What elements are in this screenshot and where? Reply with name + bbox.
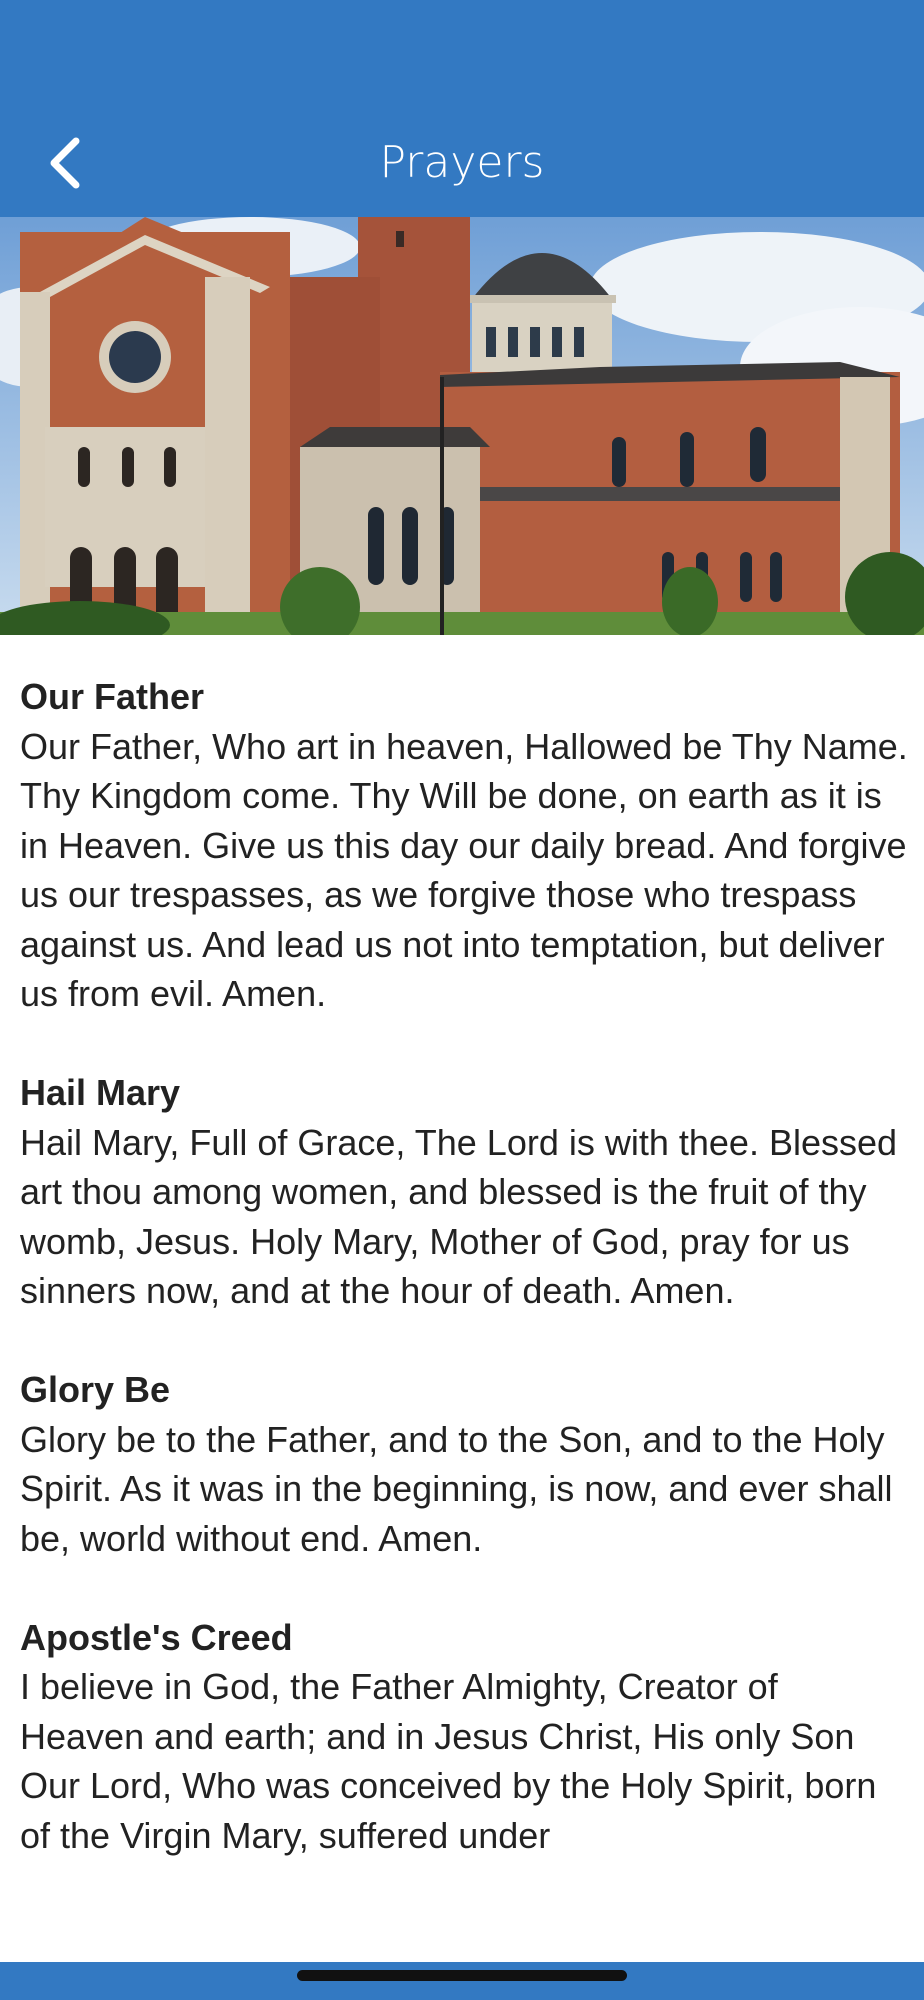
back-button[interactable] xyxy=(40,130,90,196)
prayer-title: Glory Be xyxy=(20,1369,171,1410)
prayer-title: Our Father xyxy=(20,676,205,717)
bottom-bar xyxy=(0,1962,924,2000)
prayer-text: Glory be to the Father, and to the Son, and to the Holy Spirit. As it was in the beginning, is now, and ever shall be, world without end. Amen. xyxy=(20,1418,893,1559)
home-indicator[interactable] xyxy=(297,1970,627,1981)
page-title: Prayers xyxy=(379,137,545,188)
prayer-text: Hail Mary, Full of Grace, The Lord is with thee. Blessed art thou among women, and blessed is the fruit of thy womb, Jesus. Holy Mary, Mother of God, pray for us sinners now, and at the hour of death. Amen. xyxy=(20,1121,898,1311)
prayer-title: Hail Mary xyxy=(20,1072,181,1113)
prayer-apostles-creed xyxy=(20,1613,910,1861)
prayer-glory-be xyxy=(20,1365,910,1563)
prayer-hail-mary xyxy=(20,1068,910,1316)
prayer-our-father xyxy=(20,672,910,1019)
prayer-title: Apostle's Creed xyxy=(20,1616,293,1658)
prayer-text: Our Father, Who art in heaven, Hallowed be Thy Name. Thy Kingdom come. Thy Will be done, on earth as it is in Heaven. Give us this day our daily bread. And forgive us our trespasses, as we forgive those who trespass against us. And lead us not into temptation, but deliver us from evil. Amen. xyxy=(20,725,908,1014)
hero-image xyxy=(0,217,924,635)
prayer-text: I believe in God, the Father Almighty, Creator of Heaven and earth; and in Jesus Christ, His only Son Our Lord, Who was conceived by the Holy Spirit, born of the Virgin Mary, suffered under xyxy=(20,1666,877,1856)
nav-bar xyxy=(0,0,924,217)
prayers-list xyxy=(20,672,910,1962)
chevron-left-icon xyxy=(48,137,82,189)
cathedral-photo xyxy=(0,217,924,635)
